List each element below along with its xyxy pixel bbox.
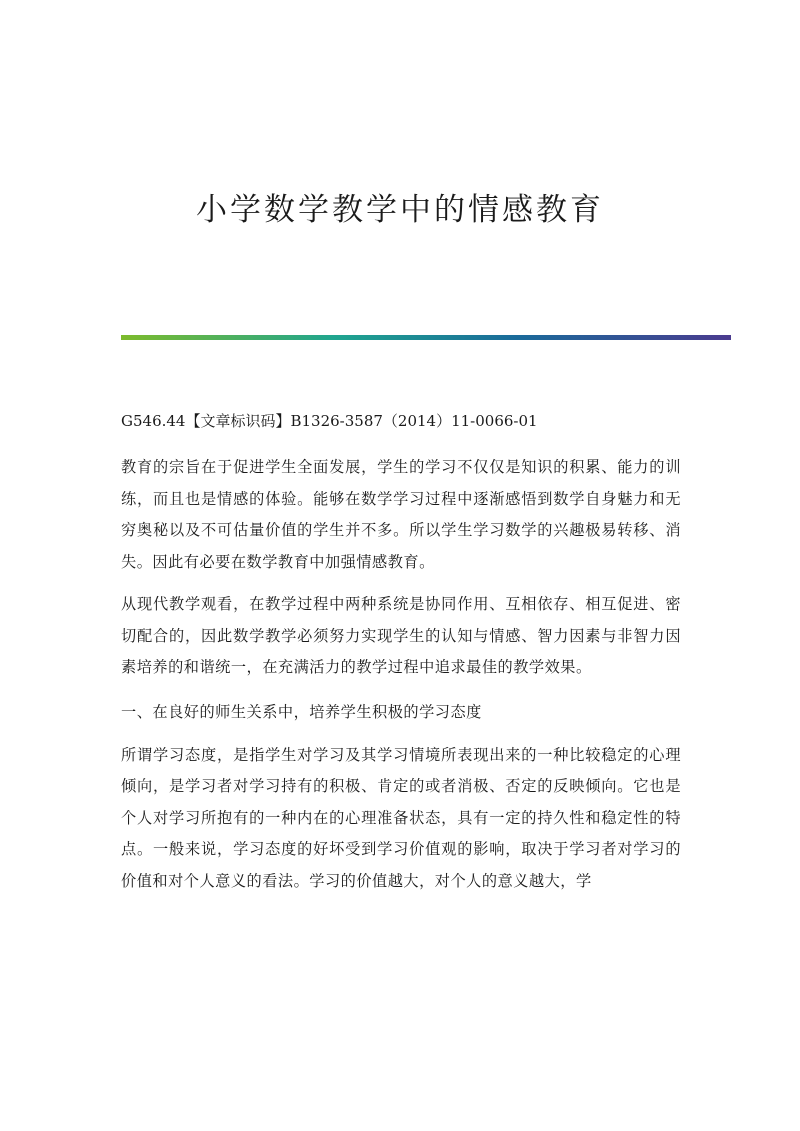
document-body — [121, 404, 681, 897]
section-heading: 一、在良好的师生关系中，培养学生积极的学习态度 — [121, 702, 482, 721]
paragraph-1: 教育的宗旨在于促进学生全面发展，学生的学习不仅仅是知识的积累、能力的训练，而且也是情感的体验。能够在数学学习过程中逐渐感悟到数学自身魅力和无穷奥秘以及不可估量价值的学生并不多。所以学生学习数学的兴趣极易转移、消失。因此有必要在数学教育中加强情感教育。 — [121, 458, 681, 571]
paragraph-2: 从现代教学观看，在教学过程中两种系统是协同作用、互相依存、相互促进、密切配合的，因此数学教学必须努力实现学生的认知与情感、智力因素与非智力因素培养的和谐统一，在充满活力的教学过程中追求最佳的教学效果。 — [121, 595, 681, 676]
article-meta-line: G546.44【文章标识码】B1326-3587（2014）11-0066-01 — [121, 412, 538, 430]
title-divider — [121, 335, 731, 340]
document-title: 小学数学教学中的情感教育 — [196, 192, 604, 228]
section-paragraph: 所谓学习态度，是指学生对学习及其学习情境所表现出来的一种比较稳定的心理倾向，是学习者对学习持有的积极、肯定的或者消极、否定的反映倾向。它也是个人对学习所抱有的一种内在的心理准备状态，具有一定的持久性和稳定性的特点。一般来说，学习态度的好坏受到学习价值观的影响，取决于学习者对学习的价值和对个人意义的看法。学习的价值越大，对个人的意义越大，学 — [121, 745, 681, 890]
